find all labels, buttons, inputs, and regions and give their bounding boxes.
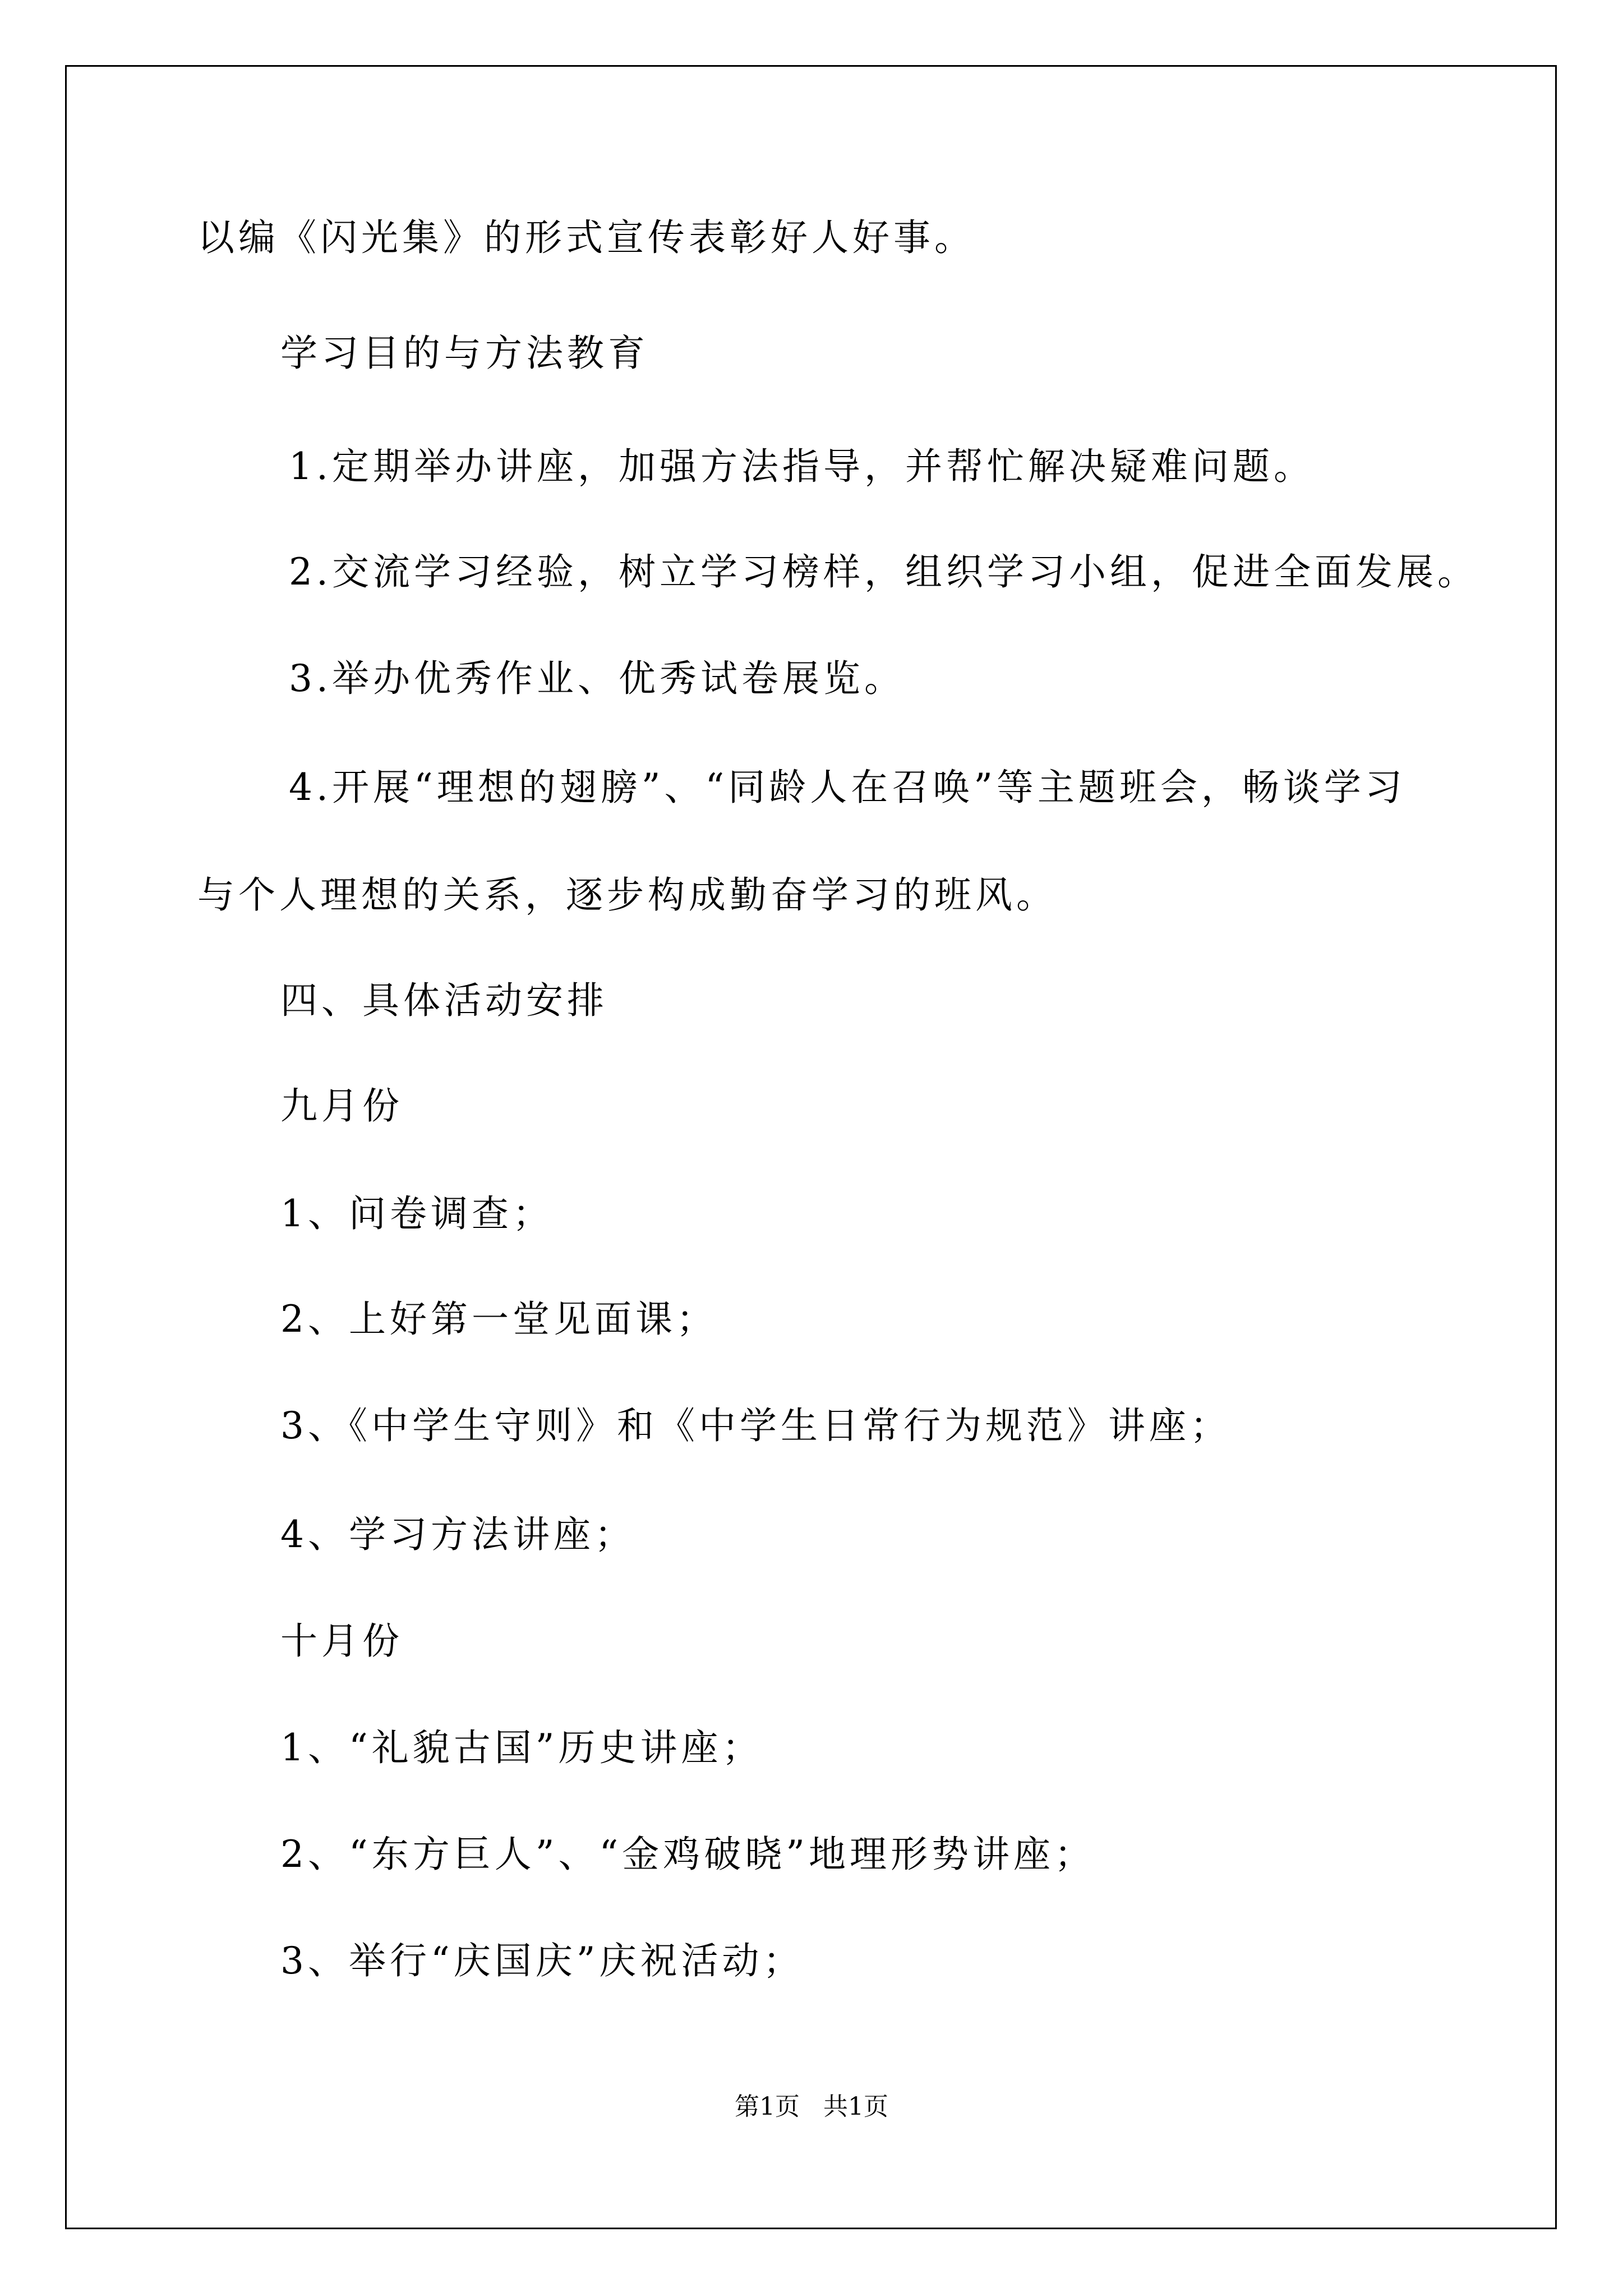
text-line: 与个人理想的关系，逐步构成勤奋学习的班风。 [197,873,1057,917]
list-item: 2、“东方巨人”、“金鸡破晓”地理形势讲座； [280,1833,1095,1876]
text-line: 以编《闪光集》的形式宣传表彰好人好事。 [197,216,975,259]
section-heading: 学习目的与方法教育 [280,332,649,375]
text-line: 2.交流学习经验，树立学习榜样，组织学习小组，促进全面发展。 [289,550,1478,593]
month-heading: 十月份 [280,1619,403,1663]
list-item: 3、《中学生守则》和《中学生日常行为规范》讲座； [280,1404,1231,1447]
month-heading: 九月份 [280,1084,403,1128]
text-line: 1.定期举办讲座，加强方法指导，并帮忙解决疑难问题。 [289,445,1315,488]
page-border [65,65,1557,2229]
list-item: 2、上好第一堂见面课； [280,1297,717,1341]
list-item: 3、举行“庆国庆”庆祝活动； [280,1939,804,1982]
list-item: 1、问卷调查； [280,1192,554,1235]
text-line: 4.开展“理想的翅膀”、“同龄人在召唤”等主题班会，畅谈学习 [289,766,1406,809]
list-item: 4、学习方法讲座； [280,1513,635,1556]
section-heading: 四、具体活动安排 [280,979,608,1022]
list-item: 1、“礼貌古国”历史讲座； [280,1726,763,1769]
text-line: 3.举办优秀作业、优秀试卷展览。 [289,657,905,700]
page-footer: 第1页 共1页 [735,2092,888,2121]
